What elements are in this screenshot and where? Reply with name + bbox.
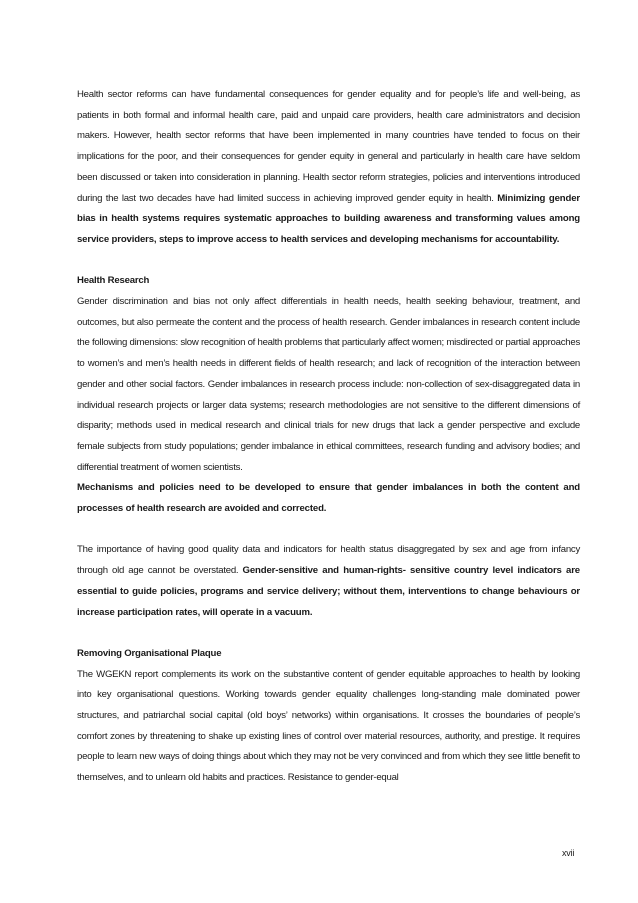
paragraph-gap	[77, 251, 580, 272]
paragraph-data-indicators	[77, 540, 580, 623]
section-heading-organisational-plaque: Removing Organisational Plaque	[77, 647, 222, 659]
paragraph-health-research	[77, 292, 580, 520]
page-number: xvii	[562, 848, 575, 858]
paragraph-bold-statement: Gender-sensitive and human-rights- sensitive country level indicators are essential to guide policies, programs and service delivery; without them, interventions to change behaviours or increase participation rates, will operate in a vacuum.	[77, 565, 580, 618]
paragraph-bold-statement: Mechanisms and policies need to be developed to ensure that gender imbalances in both the content and processes of health research are avoided and corrected.	[77, 482, 580, 515]
section-heading-health-research: Health Research	[77, 275, 150, 287]
paragraph-gap	[77, 520, 580, 541]
paragraph-gap	[77, 623, 580, 644]
paragraph-text: The WGEKN report complements its work on the substantive content of gender equitable approaches to health by looking into key organisational questions. Working towards gender equality challenges long-standing male dominated power structures, and patriarchal social capital (old boys’ networks) within organisations. It crosses the boundaries of people’s comfort zones by threatening to shake up existing lines of control over material resources, authority, and prestige. It requires people to learn new ways of doing things about which they may not be very convinced and from which they see little benefit to themselves, and to unlearn old habits and practices. Resistance to gender-equal	[77, 668, 580, 784]
paragraph-text: The importance of having good quality data and indicators for health status disaggregated by sex and age from infancy through old age cannot be overstated.	[77, 544, 580, 577]
paragraph-organisational-plaque	[77, 665, 580, 789]
paragraph-bold-statement: Minimizing gender bias in health systems requires systematic approaches to building awareness and transforming values among service providers, steps to improve access to health services and developing mechanisms for accountability.	[77, 192, 580, 245]
paragraph-health-sector-reforms	[77, 85, 580, 251]
document-body	[77, 85, 580, 789]
paragraph-text: Health sector reforms can have fundamental consequences for gender equality and for people’s life and well-being, as patients in both formal and informal health care, paid and unpaid care providers, health care administrators and decision makers. However, health sector reforms that have been implemented in many countries have tended to focus on their implications for the poor, and their consequences for gender equity in general and particularly in health care have seldom been discussed or taken into consideration in planning. Health sector reform strategies, policies and interventions introduced during the last two decades have had limited success in achieving improved gender equity in health.	[77, 89, 580, 204]
paragraph-text: Gender discrimination and bias not only affect differentials in health needs, health seeking behaviour, treatment, and outcomes, but also permeate the content and the process of health research. Gender imbalances in research content include the following dimensions: slow recognition of health problems that particularly affect women; misdirected or partial approaches to women’s and men’s health needs in different fields of health research; and lack of recognition of the interaction between gender and other social factors. Gender imbalances in research process include: non-collection of sex-disaggregated data in individual research projects or larger data systems; research methodologies are not sensitive to the different dimensions of disparity; methods used in medical research and clinical trials for new drugs that lack a gender perspective and exclude female subjects from study populations; gender imbalance in ethical committees, research funding and advisory bodies; and differential treatment of women scientists.	[77, 296, 580, 473]
